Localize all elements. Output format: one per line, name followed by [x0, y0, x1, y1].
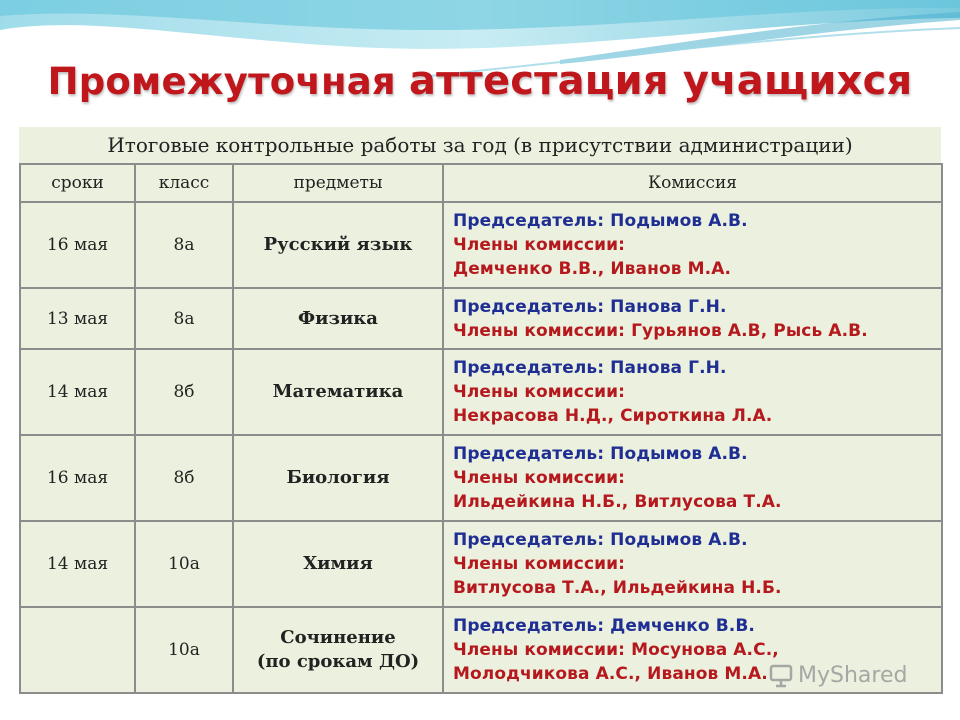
table-row — [20, 521, 942, 607]
subject-name: Химия — [303, 553, 373, 574]
commission-cell — [443, 288, 942, 349]
chair-text: Председатель: Панова Г.Н. — [453, 297, 727, 317]
header-commission: Комиссия — [443, 164, 942, 202]
members-line: Члены комиссии: Мосунова А.С., — [453, 640, 779, 660]
class-cell: 8б — [135, 435, 233, 521]
members-line: Члены комиссии: — [453, 468, 626, 488]
chair-text: Председатель: Подымов А.В. — [453, 444, 748, 464]
chair-text: Председатель: Подымов А.В. — [453, 530, 748, 550]
chair-text: Председатель: Демченко В.В. — [453, 616, 755, 636]
header-subjects: предметы — [233, 164, 443, 202]
attestation-table — [19, 163, 943, 694]
subject-cell — [233, 349, 443, 435]
date-cell: 16 мая — [20, 435, 135, 521]
members-line: Ильдейкина Н.Б., Витлусова Т.А. — [453, 492, 782, 512]
table-row — [20, 349, 942, 435]
subject-note: (по срокам ДО) — [256, 651, 420, 672]
commission-cell — [443, 349, 942, 435]
header-dates: сроки — [20, 164, 135, 202]
members-line: Витлусова Т.А., Ильдейкина Н.Б. — [453, 578, 782, 598]
members-line: Молодчикова А.С., Иванов М.А. — [453, 664, 768, 684]
members-line: Члены комиссии: Гурьянов А.В, Рысь А.В. — [453, 321, 868, 341]
page-title — [0, 58, 960, 104]
members-line: Демченко В.В., Иванов М.А. — [453, 259, 732, 279]
subject-name: Сочинение — [280, 627, 396, 648]
subject-cell — [233, 288, 443, 349]
subject-name: Биология — [286, 467, 390, 488]
chair-text: Председатель: Подымов А.В. — [453, 211, 748, 231]
table-subtitle: Итоговые контрольные работы за год (в присутствии администрации) — [107, 133, 853, 157]
commission-cell — [443, 202, 942, 288]
subject-cell — [233, 521, 443, 607]
table-row — [20, 435, 942, 521]
header-class: класс — [135, 164, 233, 202]
members-line: Члены комиссии: — [453, 554, 626, 574]
subject-cell — [233, 202, 443, 288]
class-cell: 10а — [135, 521, 233, 607]
table-row — [20, 288, 942, 349]
date-cell: 14 мая — [20, 521, 135, 607]
class-cell: 8а — [135, 288, 233, 349]
commission-cell — [443, 521, 942, 607]
table-row — [20, 202, 942, 288]
commission-cell — [443, 435, 942, 521]
title-part-1: Промежуточная — [47, 60, 396, 103]
subject-name: Физика — [298, 307, 378, 329]
members-line: Некрасова Н.Д., Сироткина Л.А. — [453, 406, 773, 426]
subject-name: Русский язык — [263, 234, 413, 255]
header-row — [20, 164, 942, 202]
date-cell: 16 мая — [20, 202, 135, 288]
watermark — [768, 660, 907, 690]
subject-cell — [233, 435, 443, 521]
members-line: Члены комиссии: — [453, 235, 626, 255]
date-cell — [20, 607, 135, 693]
date-cell: 13 мая — [20, 288, 135, 349]
date-cell: 14 мая — [20, 349, 135, 435]
slideshow-icon — [768, 662, 794, 688]
subject-cell — [233, 607, 443, 693]
members-line: Члены комиссии: — [453, 382, 626, 402]
watermark-text: MyShared — [798, 662, 908, 688]
subject-name: Математика — [272, 381, 404, 402]
class-cell: 10а — [135, 607, 233, 693]
class-cell: 8а — [135, 202, 233, 288]
class-cell: 8б — [135, 349, 233, 435]
title-part-2: аттестация учащихся — [408, 58, 913, 104]
chair-text: Председатель: Панова Г.Н. — [453, 358, 727, 378]
